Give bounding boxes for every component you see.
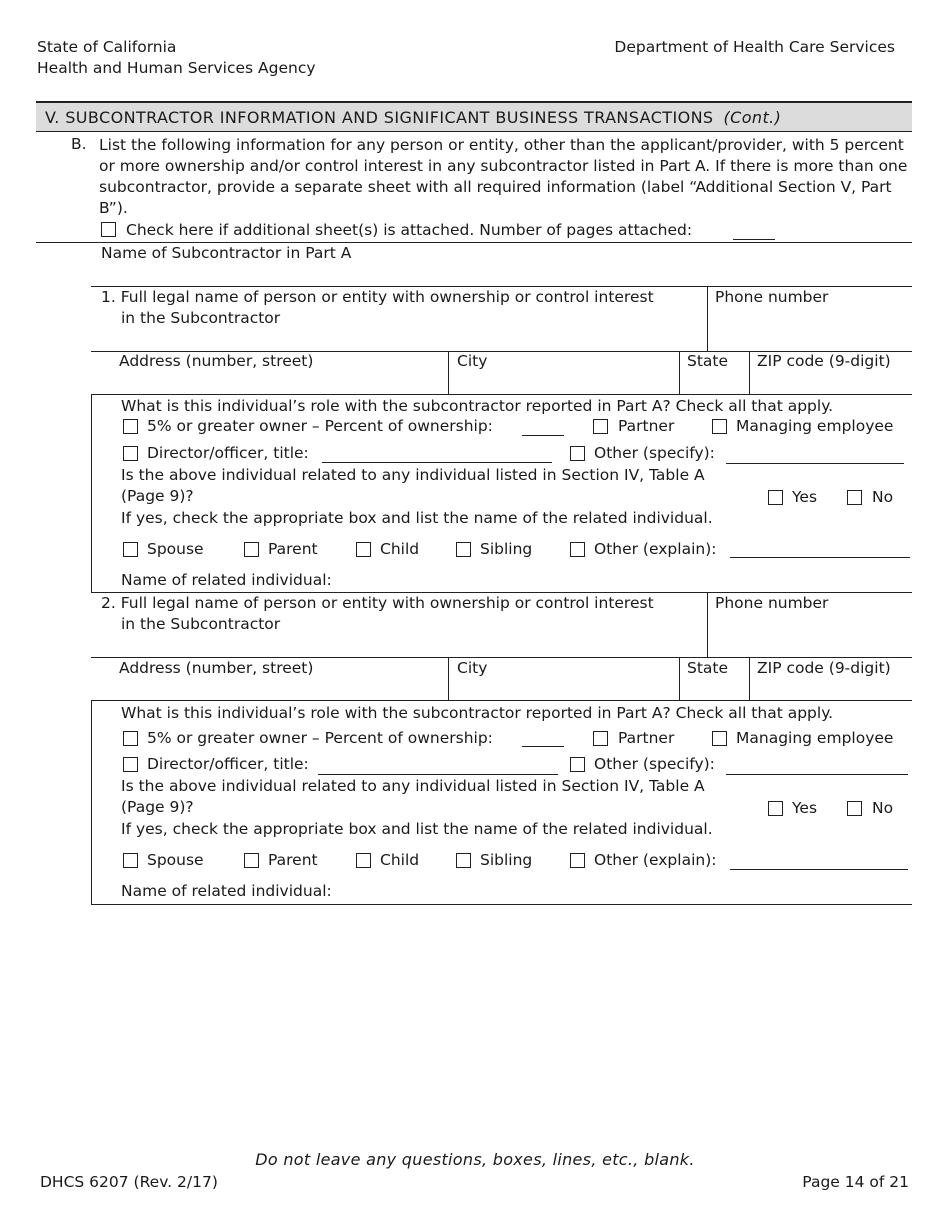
other-explain-label: Other (explain): bbox=[594, 851, 717, 869]
divider bbox=[91, 394, 92, 592]
subcontractor-name-label: Name of Subcontractor in Part A bbox=[101, 244, 352, 262]
additional-sheets-label: Check here if additional sheet(s) is attached. Number of pages attached: bbox=[126, 221, 693, 239]
pages-attached-field[interactable] bbox=[733, 239, 775, 240]
managing-employee-checkbox[interactable] bbox=[712, 419, 727, 434]
owner-label: 5% or greater owner – Percent of ownership: bbox=[147, 729, 493, 747]
owner-checkbox[interactable] bbox=[123, 419, 138, 434]
address-label: Address (number, street) bbox=[119, 659, 314, 677]
section-heading bbox=[36, 101, 912, 132]
sibling-label: Sibling bbox=[480, 540, 533, 558]
related-yes-label: Yes bbox=[792, 488, 818, 506]
spouse-checkbox[interactable] bbox=[123, 853, 138, 868]
divider bbox=[91, 286, 912, 287]
spouse-label: Spouse bbox=[147, 540, 204, 558]
other-specify-label: Other (specify): bbox=[594, 444, 715, 462]
partner-label: Partner bbox=[618, 729, 675, 747]
director-label: Director/officer, title: bbox=[147, 755, 309, 773]
divider bbox=[91, 657, 912, 658]
related-yes-label: Yes bbox=[792, 799, 818, 817]
other-explain-checkbox[interactable] bbox=[570, 542, 585, 557]
part-b-label: B. bbox=[71, 135, 87, 153]
footer-page-number: Page 14 of 21 bbox=[802, 1173, 909, 1191]
full-name-label: 2. Full legal name of person or entity with ownership or control interest bbox=[101, 594, 654, 612]
header-agency-name: Health and Human Services Agency bbox=[37, 59, 316, 77]
spouse-checkbox[interactable] bbox=[123, 542, 138, 557]
partner-checkbox[interactable] bbox=[593, 731, 608, 746]
managing-employee-label: Managing employee bbox=[736, 729, 894, 747]
divider bbox=[707, 286, 708, 351]
parent-checkbox[interactable] bbox=[244, 542, 259, 557]
part-b-instructions: List the following information for any person or entity, other than the applicant/provider, with 5 percent or more ownership and/or control interest in any subcontractor listed in Part A. If there is more than one subcontractor, provide a separate sheet with all required information (label “Additional Section V, Part B”). bbox=[99, 136, 908, 217]
header-agency-state: State of California bbox=[37, 38, 177, 56]
additional-sheets-checkbox[interactable] bbox=[101, 222, 116, 237]
if-yes-instructions: If yes, check the appropriate box and list the name of the related individual. bbox=[121, 509, 713, 527]
divider bbox=[91, 700, 92, 904]
other-specify-checkbox[interactable] bbox=[570, 757, 585, 772]
related-yes-checkbox[interactable] bbox=[768, 801, 783, 816]
other-specify-label: Other (specify): bbox=[594, 755, 715, 773]
director-title-field[interactable] bbox=[322, 462, 552, 463]
divider bbox=[91, 394, 912, 395]
state-label: State bbox=[687, 352, 729, 370]
related-question: Is the above individual related to any individual listed in Section IV, Table A bbox=[121, 466, 705, 484]
parent-checkbox[interactable] bbox=[244, 853, 259, 868]
divider bbox=[679, 351, 680, 394]
related-yes-checkbox[interactable] bbox=[768, 490, 783, 505]
divider bbox=[91, 592, 912, 593]
sibling-checkbox[interactable] bbox=[456, 853, 471, 868]
director-title-field[interactable] bbox=[318, 774, 558, 775]
director-checkbox[interactable] bbox=[123, 757, 138, 772]
role-question: What is this individual’s role with the subcontractor reported in Part A? Check all that apply. bbox=[121, 397, 834, 415]
city-label: City bbox=[457, 659, 488, 677]
divider bbox=[36, 242, 912, 243]
divider bbox=[679, 657, 680, 700]
address-label: Address (number, street) bbox=[119, 352, 314, 370]
parent-label: Parent bbox=[268, 851, 318, 869]
director-label: Director/officer, title: bbox=[147, 444, 309, 462]
section-title: V. SUBCONTRACTOR INFORMATION AND SIGNIFICANT BUSINESS TRANSACTIONS (Cont.) bbox=[45, 108, 782, 127]
phone-label: Phone number bbox=[715, 288, 829, 306]
related-question-page: (Page 9)? bbox=[121, 798, 194, 816]
zip-label: ZIP code (9-digit) bbox=[757, 659, 891, 677]
related-no-checkbox[interactable] bbox=[847, 801, 862, 816]
full-name-label: 1. Full legal name of person or entity with ownership or control interest bbox=[101, 288, 654, 306]
partner-label: Partner bbox=[618, 417, 675, 435]
divider bbox=[749, 351, 750, 394]
divider bbox=[448, 657, 449, 700]
footer-notice: Do not leave any questions, boxes, lines, etc., blank. bbox=[255, 1150, 695, 1169]
other-explain-label: Other (explain): bbox=[594, 540, 717, 558]
full-name-label-cont: in the Subcontractor bbox=[121, 309, 281, 327]
state-label: State bbox=[687, 659, 729, 677]
parent-label: Parent bbox=[268, 540, 318, 558]
related-question-page: (Page 9)? bbox=[121, 487, 194, 505]
zip-label: ZIP code (9-digit) bbox=[757, 352, 891, 370]
child-checkbox[interactable] bbox=[356, 542, 371, 557]
spouse-label: Spouse bbox=[147, 851, 204, 869]
child-label: Child bbox=[380, 540, 420, 558]
owner-label: 5% or greater owner – Percent of ownership: bbox=[147, 417, 493, 435]
child-label: Child bbox=[380, 851, 420, 869]
header-department: Department of Health Care Services bbox=[614, 38, 895, 56]
if-yes-instructions: If yes, check the appropriate box and list the name of the related individual. bbox=[121, 820, 713, 838]
related-name-label: Name of related individual: bbox=[121, 882, 332, 900]
city-label: City bbox=[457, 352, 488, 370]
role-question: What is this individual’s role with the subcontractor reported in Part A? Check all that apply. bbox=[121, 704, 834, 722]
phone-label: Phone number bbox=[715, 594, 829, 612]
sibling-checkbox[interactable] bbox=[456, 542, 471, 557]
owner-checkbox[interactable] bbox=[123, 731, 138, 746]
section-cont: (Cont.) bbox=[723, 108, 782, 127]
other-explain-checkbox[interactable] bbox=[570, 853, 585, 868]
footer-form-id: DHCS 6207 (Rev. 2/17) bbox=[40, 1173, 218, 1191]
related-no-checkbox[interactable] bbox=[847, 490, 862, 505]
partner-checkbox[interactable] bbox=[593, 419, 608, 434]
sibling-label: Sibling bbox=[480, 851, 533, 869]
related-no-label: No bbox=[872, 488, 894, 506]
managing-employee-label: Managing employee bbox=[736, 417, 894, 435]
director-checkbox[interactable] bbox=[123, 446, 138, 461]
other-explain-field[interactable] bbox=[730, 557, 910, 558]
divider bbox=[749, 657, 750, 700]
other-explain-field[interactable] bbox=[730, 869, 908, 870]
related-no-label: No bbox=[872, 799, 894, 817]
child-checkbox[interactable] bbox=[356, 853, 371, 868]
divider bbox=[91, 700, 912, 701]
divider bbox=[91, 904, 912, 905]
divider bbox=[448, 351, 449, 394]
other-specify-checkbox[interactable] bbox=[570, 446, 585, 461]
divider bbox=[707, 592, 708, 657]
related-question: Is the above individual related to any individual listed in Section IV, Table A bbox=[121, 777, 705, 795]
managing-employee-checkbox[interactable] bbox=[712, 731, 727, 746]
ownership-percent-field[interactable] bbox=[522, 435, 564, 436]
related-name-label: Name of related individual: bbox=[121, 571, 332, 589]
full-name-label-cont: in the Subcontractor bbox=[121, 615, 281, 633]
ownership-percent-field[interactable] bbox=[522, 746, 564, 747]
other-specify-field[interactable] bbox=[726, 463, 904, 464]
other-specify-field[interactable] bbox=[726, 774, 908, 775]
